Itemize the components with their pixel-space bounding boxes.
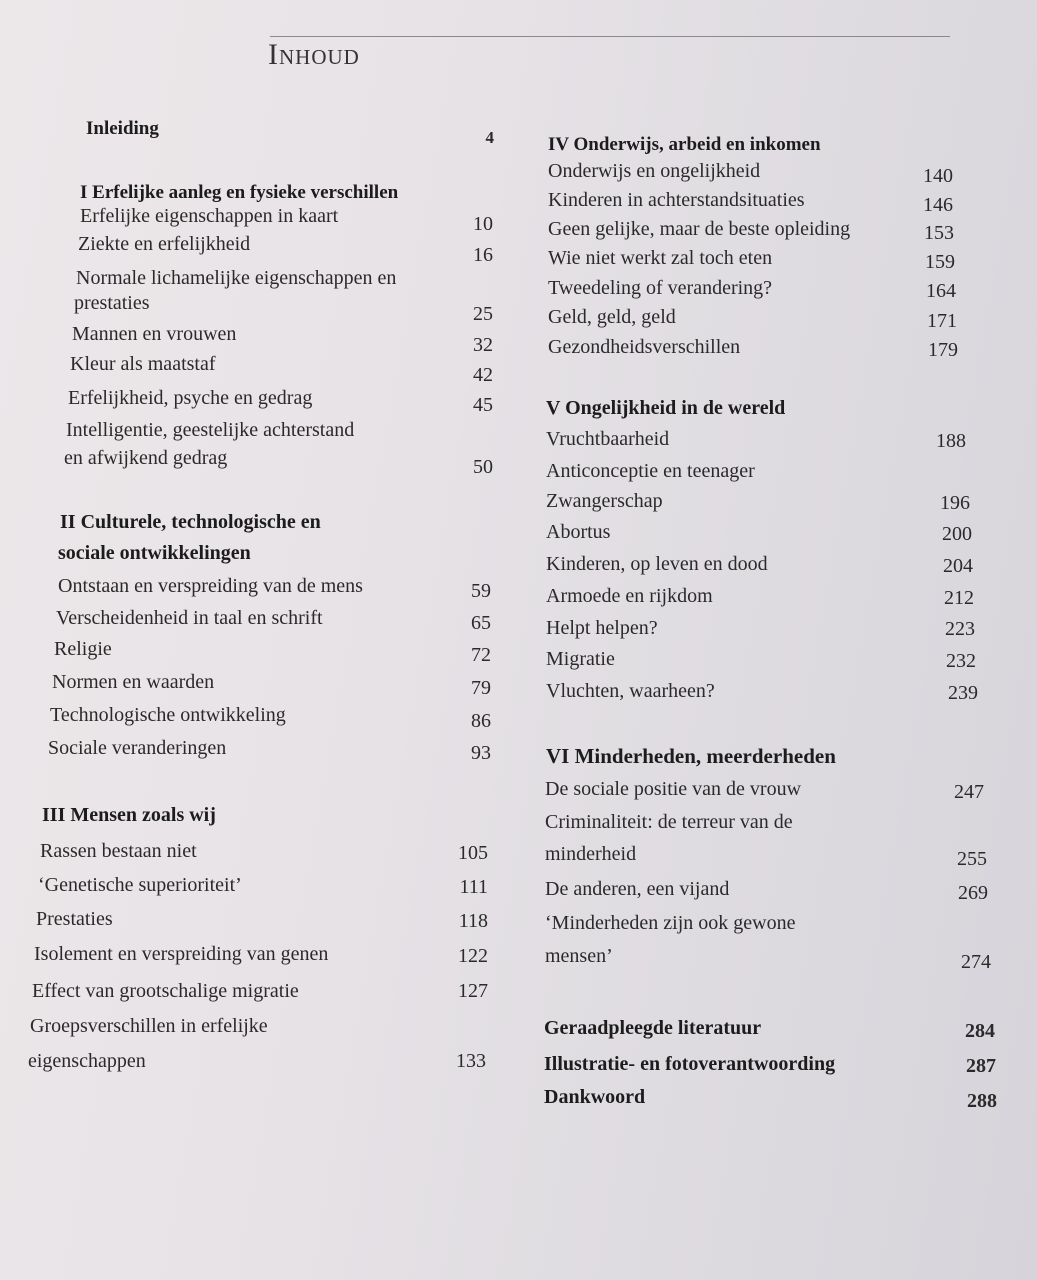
toc-page-number: 111 bbox=[459, 876, 488, 898]
toc-page-number: 232 bbox=[946, 650, 976, 672]
toc-page-number: 122 bbox=[458, 945, 488, 967]
toc-entry: Criminaliteit: de terreur van de bbox=[545, 811, 793, 833]
toc-page-number: 50 bbox=[473, 456, 493, 478]
toc-page-number: 65 bbox=[471, 612, 491, 634]
back-matter-page: 284 bbox=[965, 1020, 995, 1042]
toc-page-number: 196 bbox=[940, 492, 970, 514]
toc-entry: Effect van grootschalige migratie bbox=[32, 980, 299, 1002]
toc-entry-continued: eigenschappen bbox=[28, 1050, 146, 1072]
toc-page-number: 159 bbox=[925, 251, 955, 273]
toc-page-number: 93 bbox=[471, 742, 491, 764]
toc-entry: Sociale veranderingen bbox=[48, 737, 227, 759]
toc-intro-page: 4 bbox=[485, 128, 494, 147]
toc-page-number: 105 bbox=[458, 842, 488, 864]
toc-entry: Normale lichamelijke eigenschappen en bbox=[76, 267, 397, 289]
toc-entry: Gezondheidsverschillen bbox=[548, 336, 741, 358]
toc-entry: Vluchten, waarheen? bbox=[546, 680, 715, 702]
toc-entry: Ontstaan en verspreiding van de mens bbox=[58, 575, 363, 597]
toc-page-number: 223 bbox=[945, 618, 975, 640]
section-heading-2: II Culturele, technologische en bbox=[60, 511, 321, 533]
toc-entry-continued: mensen’ bbox=[545, 945, 613, 967]
toc-page-number: 239 bbox=[948, 682, 978, 704]
toc-page-number: 269 bbox=[958, 882, 988, 904]
toc-entry: Intelligentie, geestelijke achterstand bbox=[66, 419, 355, 441]
toc-entry-continued: minderheid bbox=[545, 843, 637, 865]
toc-entry: Kinderen, op leven en dood bbox=[546, 553, 768, 575]
toc-page-number: 133 bbox=[456, 1050, 486, 1072]
toc-entry: Technologische ontwikkeling bbox=[50, 704, 286, 726]
toc-entry: Mannen en vrouwen bbox=[72, 323, 237, 345]
toc-page-number: 79 bbox=[471, 677, 491, 699]
toc-page-number: 16 bbox=[473, 244, 493, 266]
toc-entry: Vruchtbaarheid bbox=[546, 428, 670, 450]
toc-entry: Rassen bestaan niet bbox=[40, 840, 197, 862]
toc-page-number: 118 bbox=[458, 910, 488, 932]
toc-page-number: 164 bbox=[926, 280, 956, 302]
section-heading-3: III Mensen zoals wij bbox=[42, 804, 216, 826]
toc-entry: Geen gelijke, maar de beste opleiding bbox=[548, 218, 851, 240]
back-matter-entry: Geraadpleegde literatuur bbox=[544, 1017, 762, 1039]
page-title: Inhoud bbox=[268, 38, 360, 71]
toc-entry: Helpt helpen? bbox=[546, 617, 658, 639]
toc-entry: ‘Genetische superioriteit’ bbox=[38, 874, 242, 896]
toc-entry: Erfelijkheid, psyche en gedrag bbox=[68, 387, 313, 409]
toc-entry-continued: prestaties bbox=[74, 292, 150, 314]
section-heading-2-continued: sociale ontwikkelingen bbox=[58, 542, 251, 564]
toc-page-number: 45 bbox=[473, 394, 493, 416]
toc-page-number: 200 bbox=[942, 523, 972, 545]
back-matter-page: 288 bbox=[967, 1090, 997, 1112]
toc-page-number: 146 bbox=[923, 194, 953, 216]
toc-entry: Migratie bbox=[546, 648, 615, 670]
toc-page-number: 59 bbox=[471, 580, 491, 602]
toc-entry: De sociale positie van de vrouw bbox=[545, 778, 802, 800]
toc-entry: Wie niet werkt zal toch eten bbox=[548, 247, 773, 269]
toc-entry: Zwangerschap bbox=[546, 490, 663, 512]
toc-entry: Verscheidenheid in taal en schrift bbox=[56, 607, 323, 629]
toc-entry: Tweedeling of verandering? bbox=[548, 277, 773, 299]
toc-entry: Ziekte en erfelijkheid bbox=[78, 233, 251, 255]
toc-page-number: 255 bbox=[957, 848, 987, 870]
toc-page-number: 42 bbox=[473, 364, 493, 386]
toc-entry-continued: en afwijkend gedrag bbox=[64, 447, 228, 469]
toc-entry: Isolement en verspreiding van genen bbox=[34, 943, 329, 965]
toc-entry: Erfelijke eigenschappen in kaart bbox=[80, 205, 339, 227]
top-rule bbox=[270, 36, 950, 37]
section-heading-6: VI Minderheden, meerderheden bbox=[546, 744, 836, 768]
toc-intro-label: Inleiding bbox=[86, 118, 159, 139]
toc-page-number: 204 bbox=[943, 555, 973, 577]
back-matter-page: 287 bbox=[966, 1055, 996, 1077]
toc-entry: Kleur als maatstaf bbox=[70, 353, 216, 375]
toc-page-number: 10 bbox=[473, 213, 493, 235]
toc-page-number: 212 bbox=[944, 587, 974, 609]
toc-page-number: 72 bbox=[471, 644, 491, 666]
section-heading-4: IV Onderwijs, arbeid en inkomen bbox=[548, 134, 821, 155]
toc-page-number: 247 bbox=[954, 781, 984, 803]
toc-page-number: 274 bbox=[961, 951, 991, 973]
toc-page-number: 32 bbox=[473, 334, 493, 356]
toc-entry: Onderwijs en ongelijkheid bbox=[548, 160, 761, 182]
toc-page-number: 188 bbox=[936, 430, 966, 452]
toc-entry: Anticonceptie en teenager bbox=[546, 460, 755, 482]
toc-entry: Armoede en rijkdom bbox=[546, 585, 713, 607]
back-matter-entry: Illustratie- en fotoverantwoording bbox=[544, 1053, 836, 1075]
toc-entry: De anderen, een vijand bbox=[545, 878, 730, 900]
toc-page-number: 140 bbox=[923, 165, 953, 187]
toc-entry: Geld, geld, geld bbox=[548, 306, 676, 328]
toc-entry: ‘Minderheden zijn ook gewone bbox=[545, 912, 796, 934]
toc-entry: Prestaties bbox=[36, 908, 113, 930]
toc-page-number: 127 bbox=[458, 980, 488, 1002]
back-matter-entry: Dankwoord bbox=[544, 1086, 646, 1108]
toc-page-number: 86 bbox=[471, 710, 491, 732]
toc-entry: Normen en waarden bbox=[52, 671, 215, 693]
toc-page-number: 25 bbox=[473, 303, 493, 325]
toc-page-number: 153 bbox=[924, 222, 954, 244]
toc-entry: Abortus bbox=[546, 521, 611, 543]
toc-entry: Religie bbox=[54, 638, 112, 660]
section-heading-1: I Erfelijke aanleg en fysieke verschillen bbox=[80, 182, 399, 203]
toc-entry: Kinderen in achterstandsituaties bbox=[548, 189, 805, 211]
section-heading-5: V Ongelijkheid in de wereld bbox=[546, 397, 786, 419]
toc-entry: Groepsverschillen in erfelijke bbox=[30, 1015, 268, 1037]
toc-page-number: 171 bbox=[927, 310, 957, 332]
toc-page-number: 179 bbox=[928, 339, 958, 361]
